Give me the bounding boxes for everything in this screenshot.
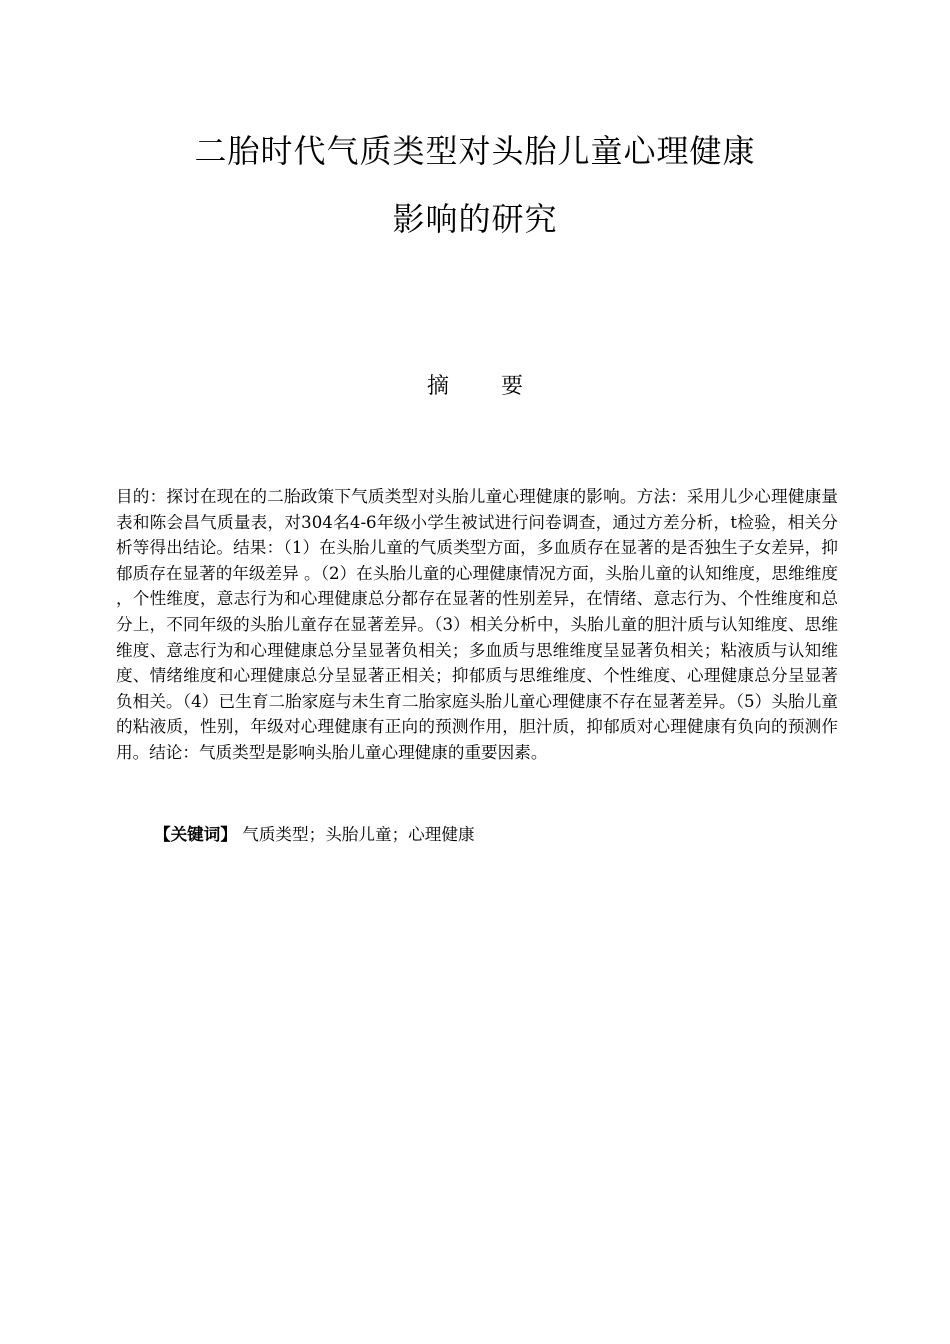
abstract-heading: [0, 372, 950, 402]
abstract-body: 目的：探讨在现在的二胎政策下气质类型对头胎儿童心理健康的影响。方法：采用儿少心理健康量表和陈会昌气质量表，对304名4-6年级小学生被试进行问卷调查，通过方差分析，t检验，相关分析等得出结论。结果：（1）在头胎儿童的气质类型方面，多血质存在显著的是否独生子女差异，抑郁质存在显著的年级差异 。（2）在头胎儿童的心理健康情况方面，头胎儿童的认知维度，思维维度，个性维度，意志行为和心理健康总分都存在显著的性别差异，在情绪、意志行为、个性维度和总分上，不同年级的头胎儿童存在显著差异。（3）相关分析中，头胎儿童的胆汁质与认知维度、思维维度、意志行为和心理健康总分呈显著负相关；多血质与思维维度呈显著负相关；粘液质与认知维度、情绪维度和心理健康总分呈显著正相关；抑郁质与思维维度、个性维度、心理健康总分呈显著负相关。（4）已生育二胎家庭与未生育二胎家庭头胎儿童心理健康不存在显著差异。（5）头胎儿童的粘液质，性别，年级对心理健康有正向的预测作用，胆汁质，抑郁质对心理健康有负向的预测作用。结论：气质类型是影响头胎儿童心理健康的重要因素。: [116, 487, 838, 762]
title-line-2: 影响的研究: [392, 200, 558, 238]
keywords-text: 气质类型；头胎儿童；心理健康: [242, 825, 475, 844]
keywords-line: [154, 822, 838, 847]
abstract-heading-char-1: 摘: [426, 374, 449, 399]
keywords-label: 【关键词】: [154, 825, 237, 844]
title-line-1: 二胎时代气质类型对头胎儿童心理健康: [194, 132, 756, 170]
abstract-heading-char-2: 要: [501, 374, 524, 399]
